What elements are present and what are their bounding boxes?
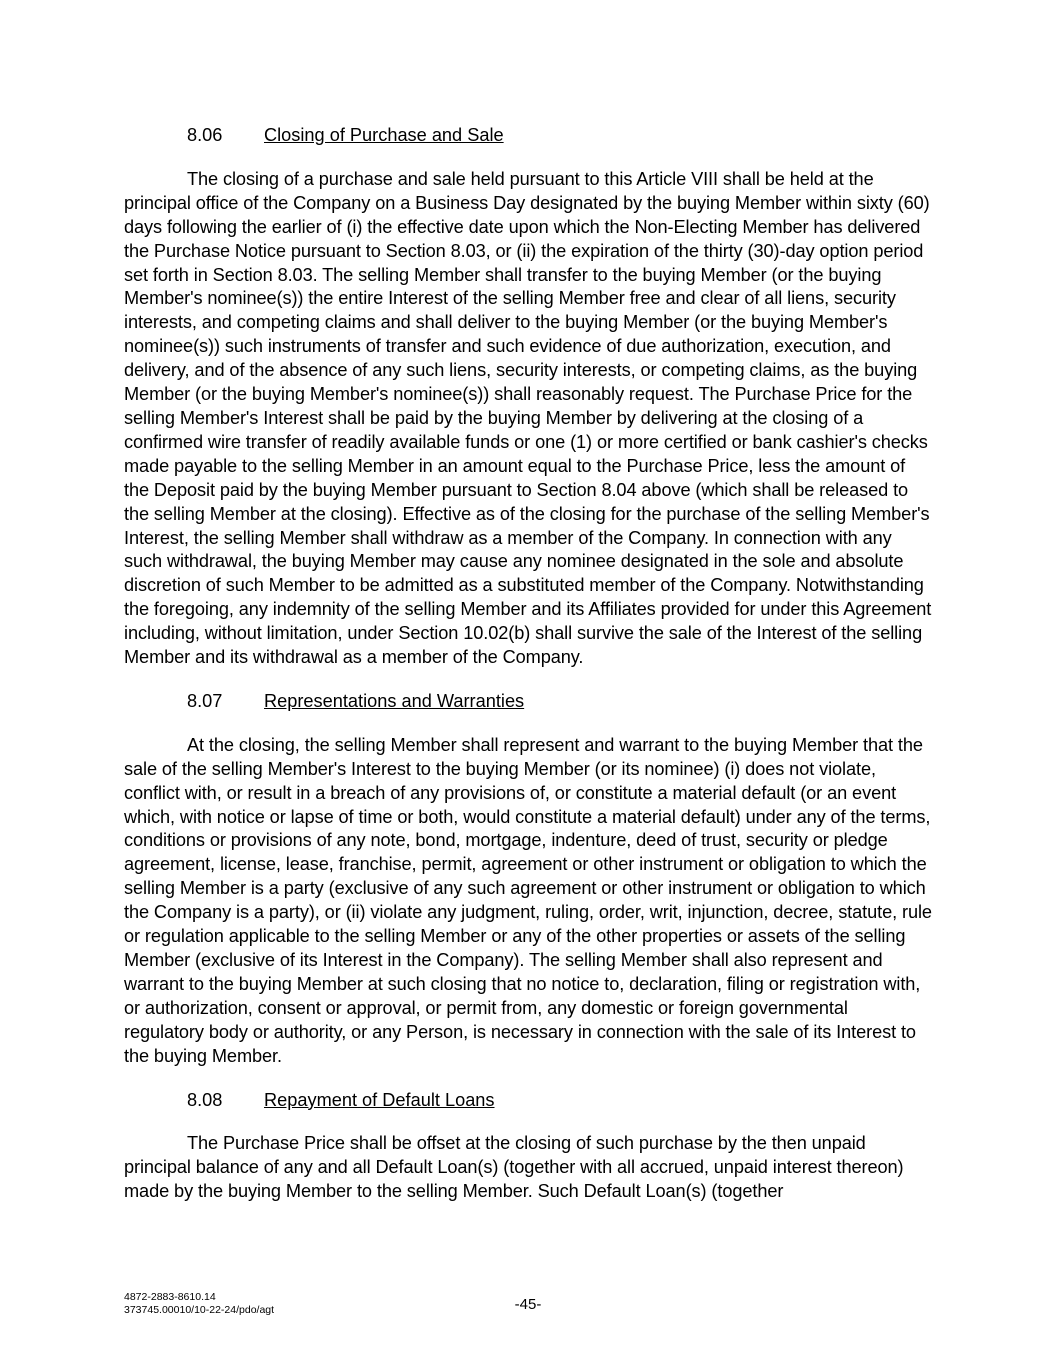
- section-body-8-06: The closing of a purchase and sale held pursuant to this Article VIII shall be held at the principal office of the Company on a Business Day designated by the buying Member within sixty (60) days following the earlier of (i) the effective date upon which the Non-Electing Member has delivered the Purchase Notice pursuant to Section 8.03, or (ii) the expiration of the thirty (30)-day option period set forth in Section 8.03. The selling Member shall transfer to the buying Member (or the buying Member's nominee(s)) the entire Interest of the selling Member free and clear of all liens, security interests, and competing claims and shall deliver to the buying Member (or the buying Member's nominee(s)) such instruments of transfer and such evidence of due authorization, execution, and delivery, and of the absence of any such liens, security interests, or competing claims, as the buying Member (or the buying Member's nominee(s)) shall reasonably request. The Purchase Price for the selling Member's Interest shall be paid by the buying Member by delivering at the closing of a confirmed wire transfer of readily available funds or one (1) or more certified or bank cashier's checks made payable to the selling Member in an amount equal to the Purchase Price, less the amount of the Deposit paid by the buying Member pursuant to Section 8.04 above (which shall be released to the selling Member at the closing). Effective as of the closing for the purchase of the selling Member's Interest, the selling Member shall withdraw as a member of the Company. In connection with any such withdrawal, the buying Member may cause any nominee designated in the sole and absolute discretion of such Member to be admitted as a substituted member of the Company. Notwithstanding the foregoing, any indemnity of the selling Member and its Affiliates provided for under this Agreement including, without limitation, under Section 10.02(b) shall survive the sale of the Interest of the selling Member and its withdrawal as a member of the Company.: [124, 168, 932, 668]
- section-title: Closing of Purchase and Sale: [264, 125, 504, 145]
- section-heading-8-07: [124, 690, 932, 714]
- section-body-8-08: The Purchase Price shall be offset at the closing of such purchase by the then unpaid principal balance of any and all Default Loan(s) (together with all accrued, unpaid interest thereon) made by the buying Member to the selling Member. Such Default Loan(s) (together: [124, 1133, 904, 1202]
- document-id-line-2: 373745.00010/10-22-24/pdo/agt: [124, 1303, 275, 1316]
- page-number: -45-: [514, 1296, 542, 1313]
- section-heading-8-08: [124, 1089, 932, 1113]
- document-id-line-1: 4872-2883-8610.14: [124, 1291, 216, 1303]
- section-title: Representations and Warranties: [264, 690, 525, 711]
- section-number: 8.06: [187, 125, 223, 145]
- section-title: Repayment of Default Loans: [264, 1089, 495, 1110]
- section-body-8-07: At the closing, the selling Member shall represent and warrant to the buying Member that the sale of the selling Member's Interest to the buying Member (or its nominee) (i) does not violate, conflict with, or result in a breach of any provisions of, or constitute a material default (or an event which, with notice or lapse of time or both, would constitute a material default) under any of the terms, conditions or provisions of any note, bond, mortgage, indenture, deed of trust, security or pledge agreement, license, lease, franchise, permit, agreement or other instrument or obligation to which the selling Member is a party (exclusive of any such agreement or other instrument or obligation to which the Company is a party), or (ii) violate any judgment, ruling, order, writ, injunction, decree, statute, rule or regulation applicable to the selling Member or any of the other properties or assets of the selling Member (exclusive of its Interest in the Company). The selling Member shall also represent and warrant to the buying Member at such closing that no notice to, declaration, filing or registration with, or authorization, consent or approval, or permit from, any domestic or foreign governmental regulatory body or authority, or any Person, is necessary in connection with the sale of its Interest to the buying Member.: [124, 734, 932, 1066]
- page-body: [124, 124, 932, 1224]
- section-heading-8-06: [124, 124, 932, 148]
- section-number: 8.07: [187, 690, 223, 711]
- document-id: [124, 1291, 274, 1316]
- section-number: 8.08: [187, 1089, 223, 1110]
